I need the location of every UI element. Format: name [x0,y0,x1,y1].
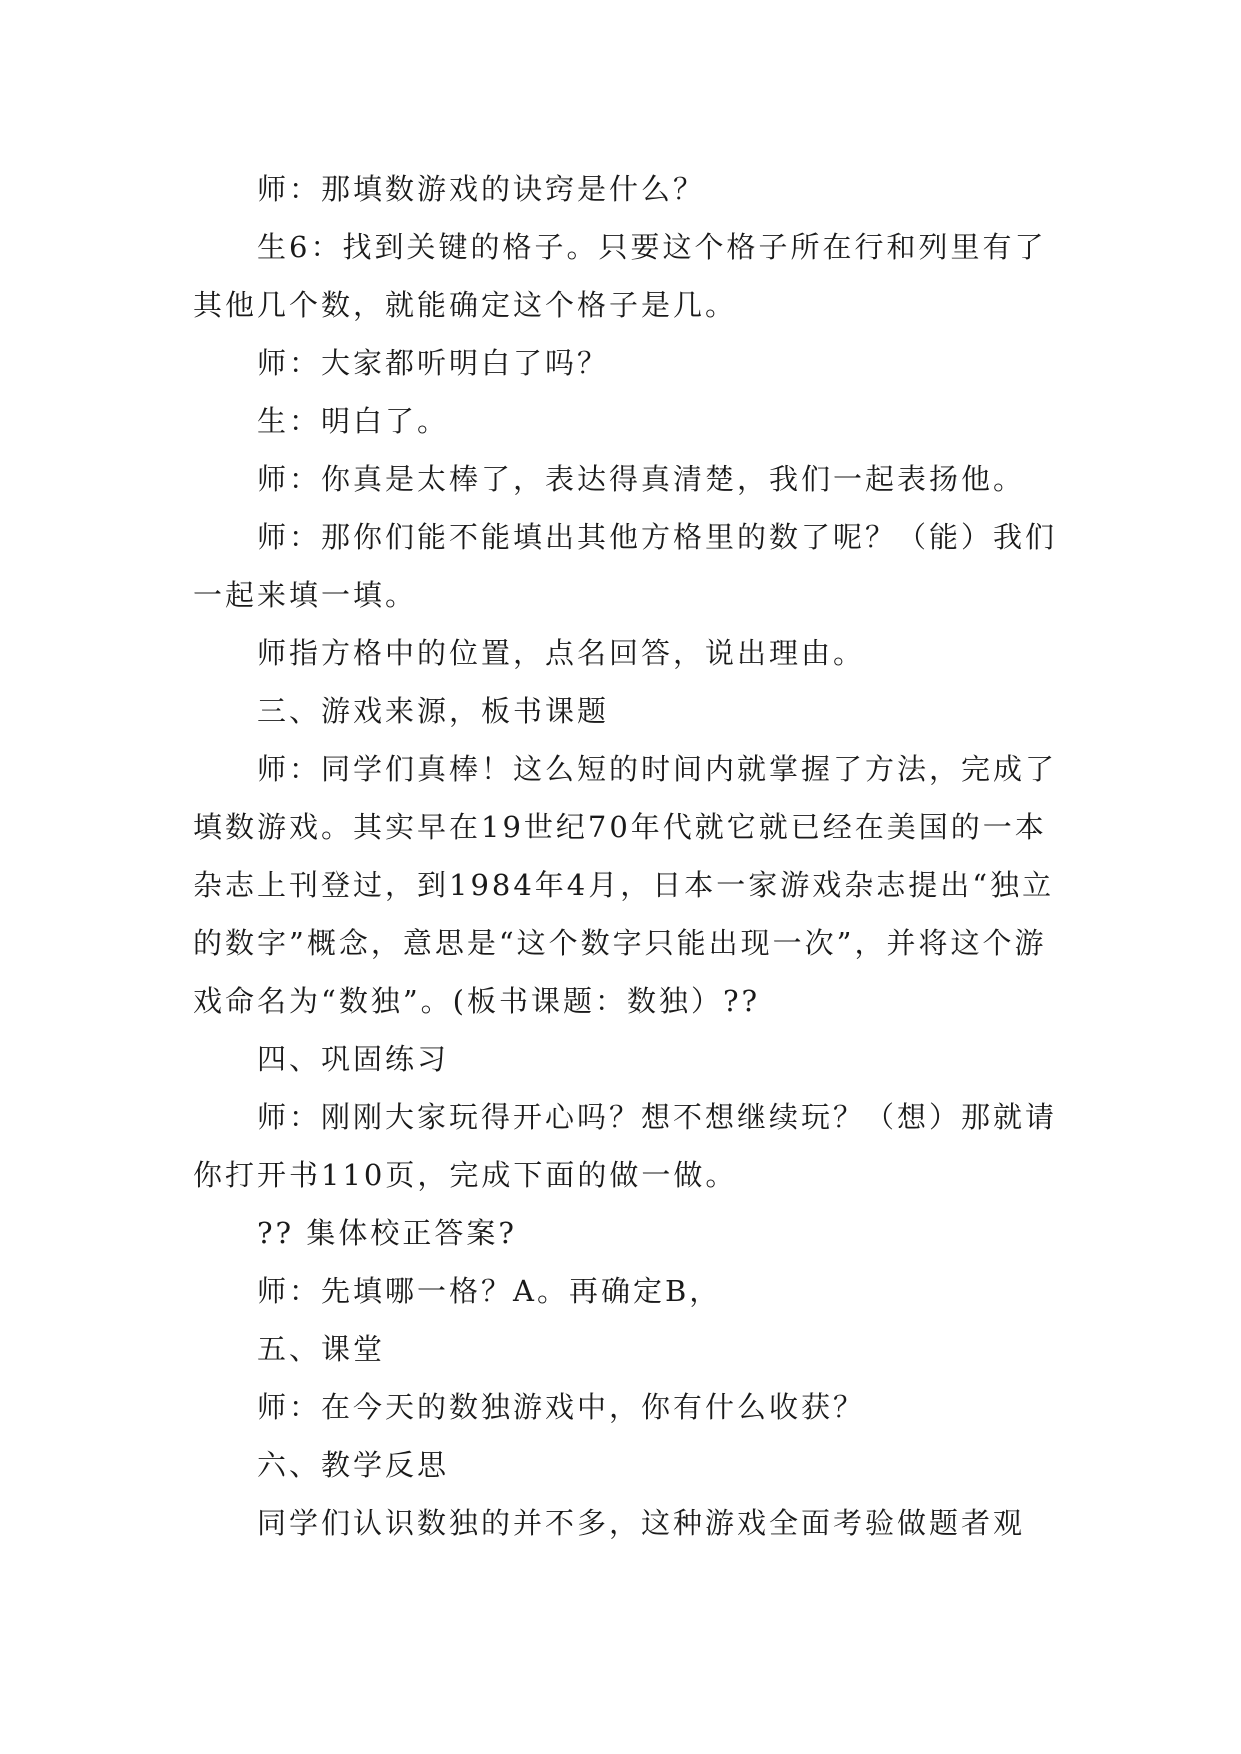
paragraph: 师：那你们能不能填出其他方格里的数了呢？（能）我们一起来填一填。 [193,520,1058,612]
paragraph: 师：先填哪一格？A。再确定B， [257,1274,722,1308]
paragraph: 生6：找到关键的格子。只要这个格子所在行和列里有了其他几个数，就能确定这个格子是几。 [193,230,1047,322]
document-body [193,160,1073,1552]
paragraph: 师指方格中的位置，点名回答，说出理由。 [257,636,866,670]
paragraph: ?? 集体校正答案? [257,1216,517,1250]
paragraph: 生：明白了。 [257,404,450,438]
section-heading: 四、巩固练习 [257,1042,450,1076]
paragraph: 师：刚刚大家玩得开心吗？想不想继续玩？（想）那就请你打开书110页，完成下面的做一做。 [193,1100,1058,1192]
paragraph: 师：你真是太棒了，表达得真清楚，我们一起表扬他。 [257,462,1026,496]
paragraph: 师：在今天的数独游戏中，你有什么收获？ [257,1390,866,1424]
paragraph: 师：那填数游戏的诀窍是什么？ [257,172,706,206]
section-heading: 五、课堂 [257,1332,386,1366]
section-heading: 六、教学反思 [257,1448,450,1482]
paragraph: 同学们认识数独的并不多，这种游戏全面考验做题者观 [257,1506,1026,1540]
paragraph: 师：同学们真棒！这么短的时间内就掌握了方法，完成了填数游戏。其实早在19世纪70年代就它就已经在美国的一本杂志上刊登过，到1984年4月，日本一家游戏杂志提出“独立的数字”概念，意思是“这个数字只能出现一次”，并将这个游戏命名为“数独”。(板书课题：数独）?? [193,752,1058,1018]
section-heading: 三、游戏来源，板书课题 [257,694,610,728]
paragraph: 师：大家都听明白了吗？ [257,346,610,380]
